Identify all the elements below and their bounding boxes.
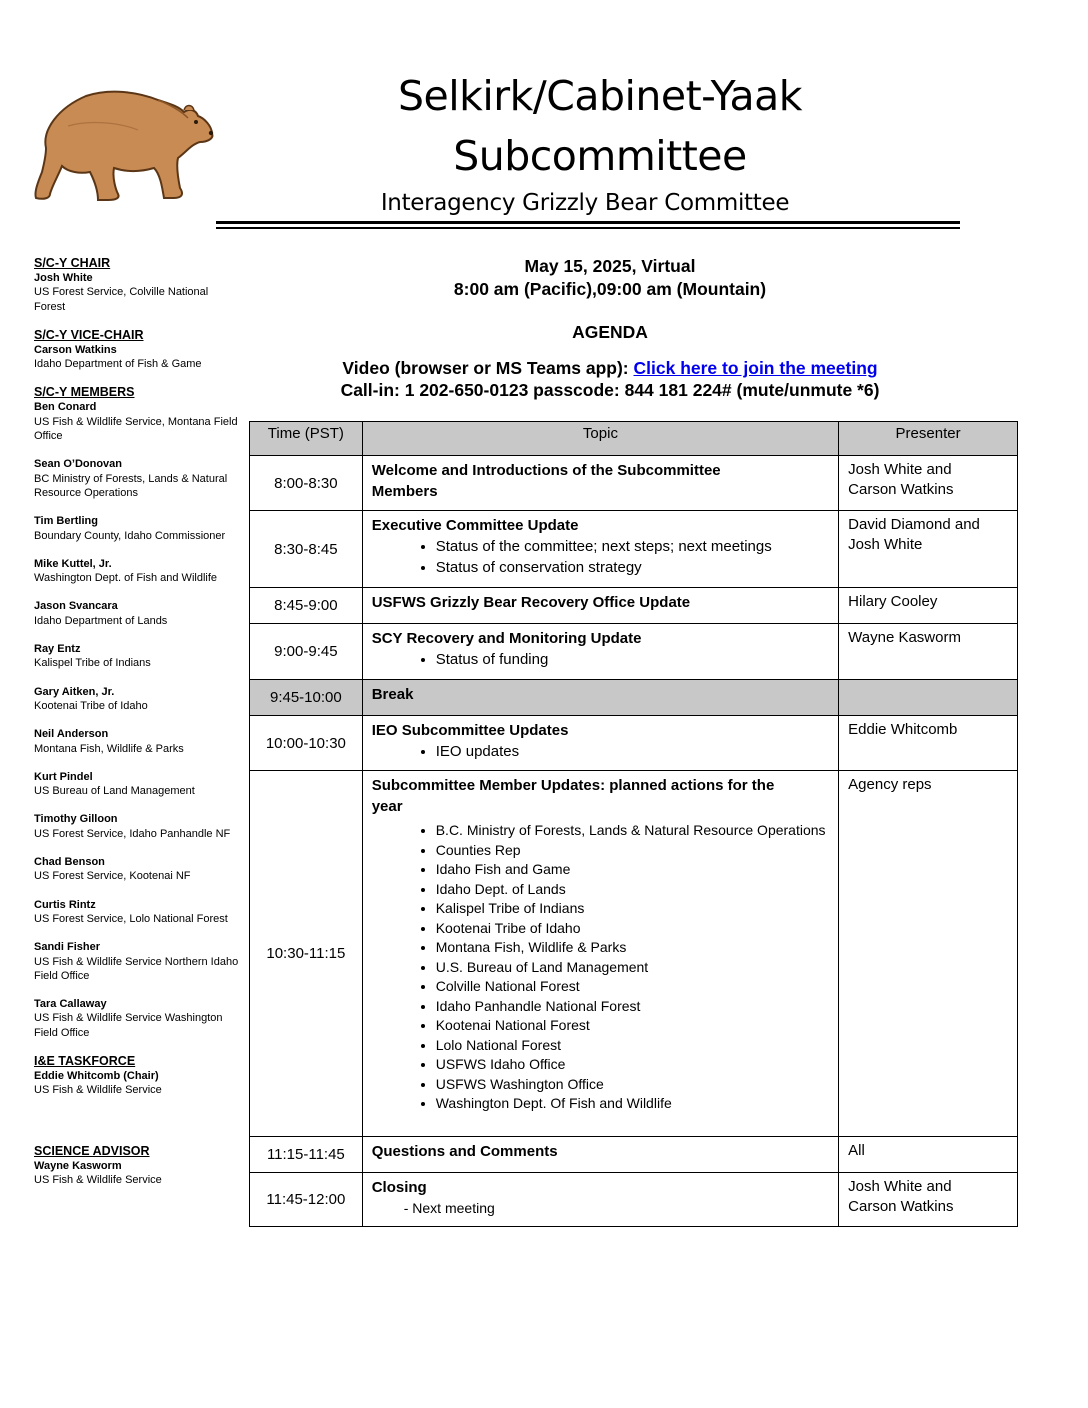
- topic-title: Members: [371, 483, 438, 500]
- agenda-row: [250, 716, 1018, 771]
- member-affiliation: US Bureau of Land Management: [34, 785, 195, 798]
- members-heading: S/C-Y MEMBERS: [34, 385, 135, 400]
- page-title-line1: Selkirk/Cabinet-Yaak: [398, 72, 802, 120]
- member-name: Chad Benson: [34, 856, 105, 869]
- agenda-table: [249, 421, 1018, 1227]
- topic-title: year: [371, 798, 403, 815]
- agenda-presenter: [839, 588, 1018, 624]
- topic-bullet-item: • U.S. Bureau of Land Management: [436, 958, 830, 978]
- member-entry: [34, 812, 240, 841]
- topic-bullet-item: • USFWS Washington Office: [436, 1075, 830, 1095]
- taskforce-name: Eddie Whitcomb (Chair): [34, 1069, 159, 1082]
- member-name: Tara Callaway: [34, 998, 107, 1011]
- member-entry: [34, 685, 240, 714]
- agenda-presenter: [839, 456, 1018, 511]
- member-affiliation: US Forest Service, Kootenai NF: [34, 870, 191, 883]
- vice-chair-name: Carson Watkins: [34, 343, 117, 356]
- topic-dash-list: [372, 1198, 830, 1218]
- topic-bullet-item: • Kalispel Tribe of Indians: [436, 899, 830, 919]
- science-advisor-affiliation: US Fish & Wildlife Service: [34, 1173, 162, 1186]
- agenda-time: 10:00-10:30: [250, 716, 363, 771]
- vice-chair-affiliation: Idaho Department of Fish & Game: [34, 358, 202, 371]
- member-entry: [34, 400, 240, 443]
- member-name: Tim Bertling: [34, 515, 98, 528]
- topic-bullet-item: • Counties Rep: [436, 841, 830, 861]
- member-affiliation: Washington Dept. of Fish and Wildlife: [34, 572, 218, 585]
- agenda-time: 11:45-12:00: [250, 1173, 363, 1227]
- presenter-line: Josh White: [848, 536, 923, 553]
- topic-title: Closing: [371, 1179, 427, 1196]
- agenda-row: [250, 624, 1018, 680]
- header-divider-thin: [216, 227, 960, 229]
- member-affiliation: Idaho Department of Lands: [34, 614, 168, 627]
- science-advisor-name: Wayne Kasworm: [34, 1159, 122, 1172]
- chair-affiliation: US Forest Service, Colville National Forest: [34, 286, 209, 313]
- agenda-topic: [362, 771, 838, 1137]
- member-affiliation: US Forest Service, Idaho Panhandle NF: [34, 827, 231, 840]
- topic-bullet-item: • B.C. Ministry of Forests, Lands & Natural Resource Operations: [436, 821, 830, 841]
- agenda-presenter: [839, 771, 1018, 1137]
- topic-bullet-list: [372, 821, 830, 1114]
- topic-bullet-list: [372, 741, 830, 762]
- agenda-topic: [362, 716, 838, 771]
- header-divider: [216, 221, 960, 224]
- chair-heading: S/C-Y CHAIR: [34, 256, 111, 270]
- vice-chair-heading: S/C-Y VICE-CHAIR: [34, 327, 144, 342]
- video-line: [250, 357, 970, 379]
- member-name: Jason Svancara: [34, 600, 118, 613]
- agenda-presenter: [839, 624, 1018, 680]
- taskforce-section: [34, 1054, 240, 1098]
- topic-bullet-item: • IEO updates: [436, 741, 830, 762]
- member-name: Gary Aitken, Jr.: [34, 685, 115, 698]
- agenda-topic: [362, 624, 838, 680]
- grizzly-bear-icon: [28, 86, 218, 204]
- presenter-line: David Diamond and: [848, 516, 980, 533]
- member-name: Mike Kuttel, Jr.: [34, 557, 112, 570]
- member-affiliation: US Fish & Wildlife Service, Montana Field Office: [34, 415, 238, 443]
- agenda-time: 8:45-9:00: [250, 588, 363, 624]
- presenter-line: Carson Watkins: [848, 481, 954, 498]
- topic-title: Executive Committee Update: [371, 517, 579, 534]
- video-label: Video (browser or MS Teams app):: [342, 358, 634, 378]
- member-affiliation: Kalispel Tribe of Indians: [34, 657, 151, 670]
- member-name: Kurt Pindel: [34, 770, 93, 783]
- member-name: Neil Anderson: [34, 728, 109, 741]
- agenda-topic: [362, 456, 838, 511]
- topic-bullet-item: • Idaho Dept. of Lands: [436, 880, 830, 900]
- agenda-time: 9:45-10:00: [250, 680, 363, 716]
- topic-bullet-item: • Idaho Fish and Game: [436, 860, 830, 880]
- topic-bullet-item: • USFWS Idaho Office: [436, 1055, 830, 1075]
- agenda-row: [250, 588, 1018, 624]
- topic-bullet-item: • Montana Fish, Wildlife & Parks: [436, 938, 830, 958]
- presenter-line: Agency reps: [848, 776, 932, 793]
- presenter-line: Josh White and: [848, 1178, 952, 1195]
- member-entry: [34, 940, 240, 983]
- member-entry: [34, 514, 240, 543]
- member-affiliation: BC Ministry of Forests, Lands & Natural Resource Operations: [34, 472, 228, 499]
- header-presenter: Presenter: [839, 422, 1018, 456]
- member-affiliation: Montana Fish, Wildlife & Parks: [34, 742, 184, 755]
- agenda-topic: [362, 588, 838, 624]
- agenda-header-row: [250, 422, 1018, 456]
- agenda-row: [250, 456, 1018, 511]
- member-affiliation: US Fish & Wildlife Service Washington Field Office: [34, 1012, 223, 1039]
- topic-bullet-list: [372, 649, 830, 670]
- agenda-time: 9:00-9:45: [250, 624, 363, 680]
- topic-title: USFWS Grizzly Bear Recovery Office Update: [371, 594, 691, 611]
- chair-name: Josh White: [34, 272, 93, 284]
- agenda-presenter: [839, 680, 1018, 716]
- member-entry: [34, 997, 240, 1040]
- member-entry: [34, 727, 240, 756]
- topic-title: Questions and Comments: [371, 1143, 558, 1160]
- topic-bullet-item: • Status of conservation strategy: [436, 557, 830, 578]
- topic-title: IEO Subcommittee Updates: [371, 722, 569, 739]
- agenda-presenter: [839, 1137, 1018, 1173]
- member-name: Sean O’Donovan: [34, 458, 123, 471]
- meeting-info: [250, 255, 970, 402]
- organization-subtitle: Interagency Grizzly Bear Committee: [380, 190, 790, 216]
- meeting-date: May 15, 2025, Virtual: [524, 256, 696, 276]
- topic-bullet-item: • Status of funding: [436, 649, 830, 670]
- science-advisor-section: [34, 1144, 240, 1188]
- topic-title: SCY Recovery and Monitoring Update: [371, 630, 642, 647]
- member-entry: [34, 855, 240, 884]
- agenda-time: 10:30-11:15: [250, 771, 363, 1137]
- member-name: Ray Entz: [34, 643, 81, 656]
- member-entry: [34, 457, 240, 500]
- member-name: Ben Conard: [34, 401, 97, 414]
- member-affiliation: Boundary County, Idaho Commissioner: [34, 529, 226, 542]
- agenda-time: 8:00-8:30: [250, 456, 363, 511]
- member-affiliation: US Fish & Wildlife Service Northern Idaho Field Office: [34, 955, 239, 982]
- member-entry: [34, 898, 240, 927]
- member-entry: [34, 770, 240, 799]
- presenter-line: Wayne Kasworm: [848, 629, 961, 646]
- committee-roster: [34, 256, 240, 1201]
- agenda-time: 11:15-11:45: [250, 1137, 363, 1173]
- join-meeting-link[interactable]: Click here to join the meeting: [633, 358, 878, 378]
- topic-title: Break: [371, 686, 414, 703]
- agenda-row: [250, 1173, 1018, 1227]
- agenda-presenter: [839, 1173, 1018, 1227]
- member-name: Curtis Rintz: [34, 898, 96, 911]
- presenter-line: All: [848, 1142, 865, 1159]
- topic-bullet-item: • Status of the committee; next steps; next meetings: [436, 536, 830, 557]
- agenda-topic: [362, 680, 838, 716]
- topic-bullet-item: • Colville National Forest: [436, 977, 830, 997]
- header-topic: Topic: [362, 422, 838, 456]
- topic-bullet-item: • Kootenai Tribe of Idaho: [436, 919, 830, 939]
- member-entry: [34, 599, 240, 628]
- topic-dash-item: - Next meeting: [404, 1198, 830, 1218]
- agenda-row: [250, 511, 1018, 588]
- taskforce-affiliation: US Fish & Wildlife Service: [34, 1084, 162, 1097]
- member-affiliation: US Forest Service, Lolo National Forest: [34, 912, 228, 925]
- page-title-line2: Subcommittee: [453, 132, 747, 180]
- member-affiliation: Kootenai Tribe of Idaho: [34, 699, 148, 712]
- header-time: Time (PST): [250, 422, 363, 456]
- topic-bullet-item: • Lolo National Forest: [436, 1036, 830, 1056]
- meeting-time: 8:00 am (Pacific),09:00 am (Mountain): [453, 279, 767, 299]
- presenter-line: Eddie Whitcomb: [848, 721, 958, 738]
- callin-line: Call-in: 1 202-650-0123 passcode: 844 181 224# (mute/unmute *6): [340, 380, 880, 400]
- taskforce-heading: I&E TASKFORCE: [34, 1053, 136, 1068]
- chair-section: [34, 256, 240, 314]
- agenda-presenter: [839, 716, 1018, 771]
- member-name: Sandi Fisher: [34, 941, 101, 954]
- presenter-line: Josh White and: [848, 461, 952, 478]
- topic-title: Subcommittee Member Updates: planned actions for the: [371, 777, 775, 794]
- science-advisor-heading: SCIENCE ADVISOR: [34, 1143, 150, 1158]
- agenda-topic: [362, 1173, 838, 1227]
- presenter-line: Carson Watkins: [848, 1198, 954, 1215]
- agenda-row: [250, 680, 1018, 716]
- agenda-heading: AGENDA: [572, 322, 648, 342]
- agenda-presenter: [839, 511, 1018, 588]
- presenter-line: Hilary Cooley: [848, 593, 938, 610]
- member-name: Timothy Gilloon: [34, 813, 118, 826]
- agenda-topic: [362, 511, 838, 588]
- topic-title: Welcome and Introductions of the Subcommittee: [371, 462, 721, 479]
- vice-chair-section: [34, 328, 240, 372]
- agenda-row: [250, 771, 1018, 1137]
- topic-bullet-list: [372, 536, 830, 578]
- topic-bullet-item: • Washington Dept. Of Fish and Wildlife: [436, 1094, 830, 1114]
- member-entry: [34, 642, 240, 671]
- topic-bullet-item: • Kootenai National Forest: [436, 1016, 830, 1036]
- agenda-row: [250, 1137, 1018, 1173]
- agenda-time: 8:30-8:45: [250, 511, 363, 588]
- topic-bullet-item: • Idaho Panhandle National Forest: [436, 997, 830, 1017]
- member-entry: [34, 557, 240, 586]
- members-list: [34, 400, 240, 1040]
- agenda-topic: [362, 1137, 838, 1173]
